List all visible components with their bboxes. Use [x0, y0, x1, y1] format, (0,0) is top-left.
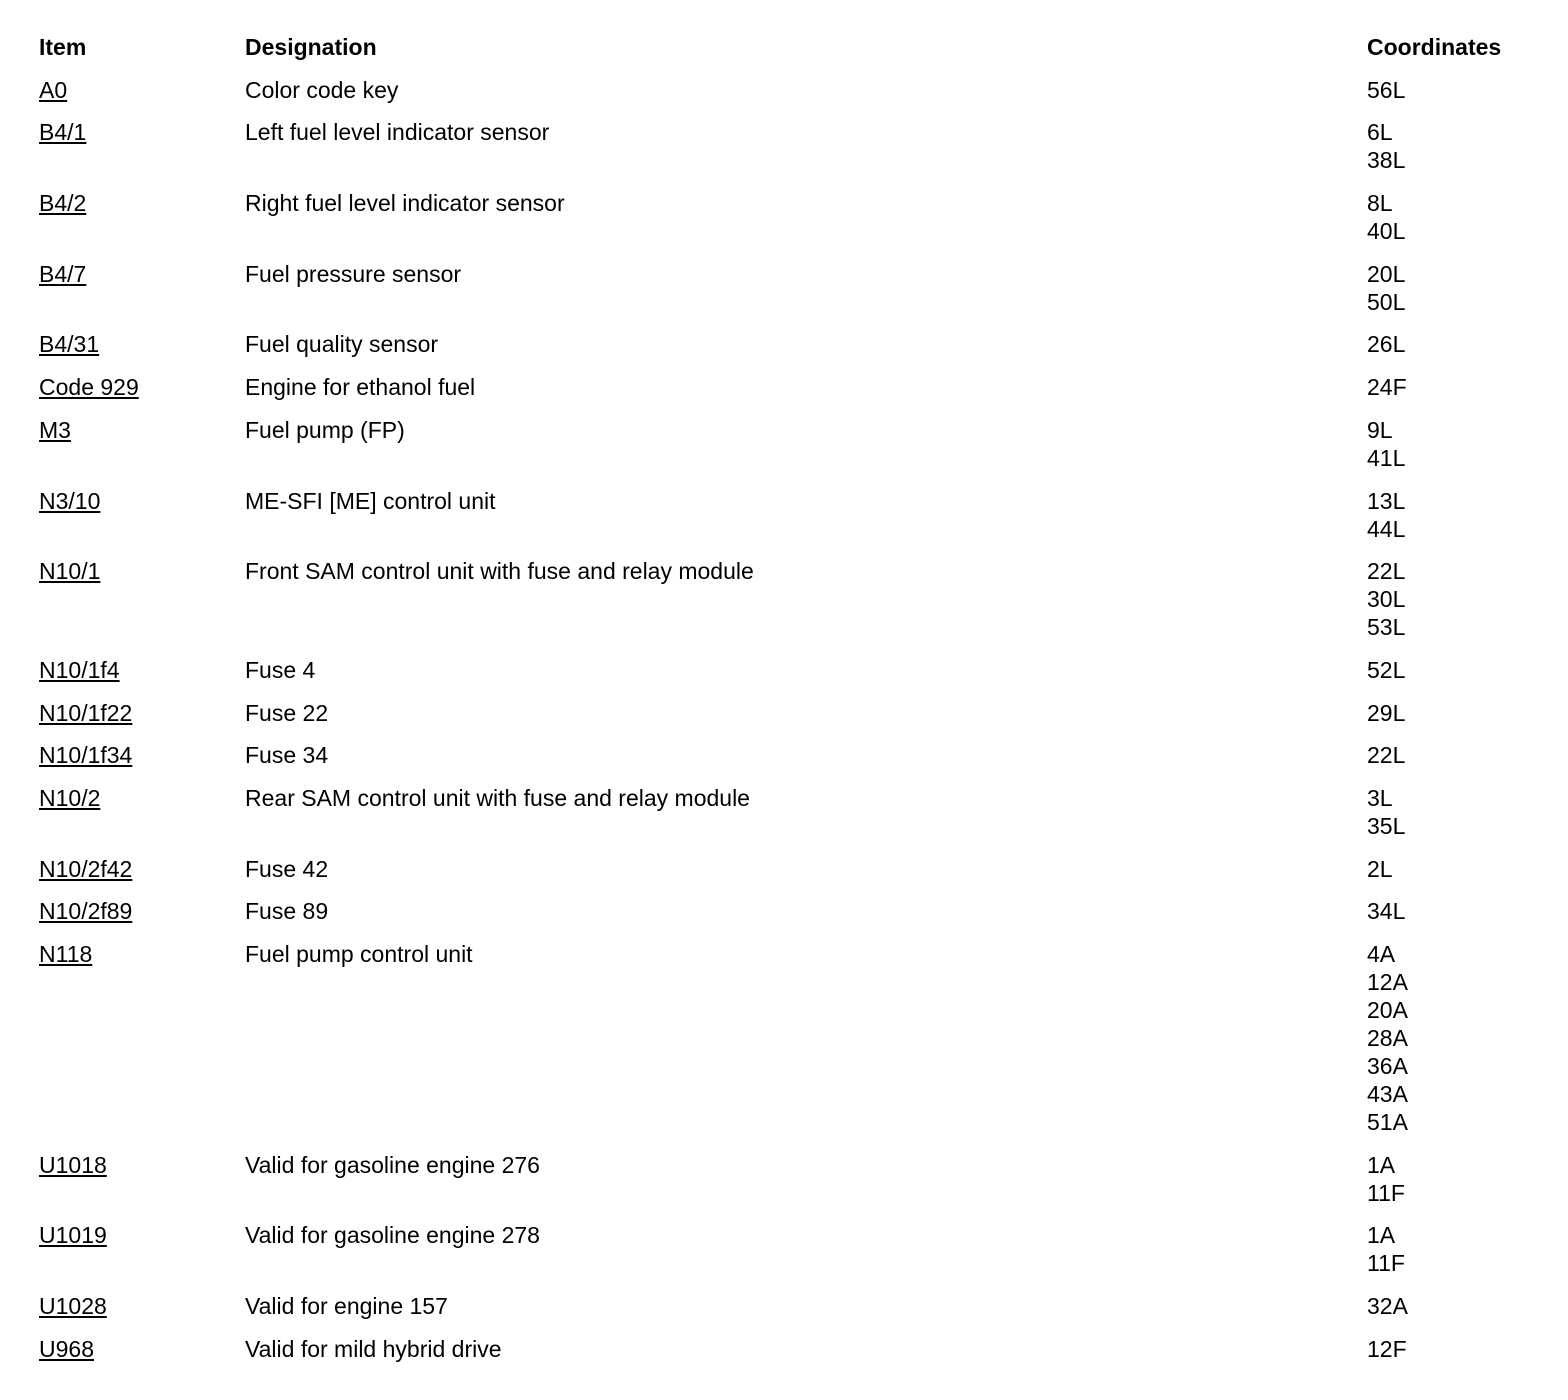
item-link[interactable]: N3/10 — [39, 487, 101, 514]
coordinates-cell — [1367, 656, 1539, 684]
coordinates-cell — [1367, 1221, 1539, 1277]
coordinates-cell — [1367, 373, 1539, 401]
table-row — [39, 373, 1539, 401]
coordinate-value: 22L — [1367, 558, 1406, 585]
coordinate-value: 41L — [1367, 444, 1406, 471]
item-cell — [39, 1335, 245, 1363]
designation-cell: Fuel pump control unit — [245, 941, 473, 967]
designation-cell: ME-SFI [ME] control unit — [245, 487, 496, 514]
table-row — [39, 1292, 1539, 1320]
coordinates-cell — [1367, 897, 1539, 925]
item-cell — [39, 118, 245, 146]
designation-cell: Fuse 34 — [245, 742, 329, 769]
table-row — [39, 741, 1539, 769]
designation-cell: Right fuel level indicator sensor — [245, 190, 565, 217]
item-cell — [39, 784, 245, 812]
table-row — [39, 1221, 1539, 1277]
designation-cell: Fuse 42 — [245, 855, 329, 882]
item-link[interactable]: U1018 — [39, 1151, 107, 1178]
item-cell — [39, 189, 245, 217]
coordinate-value: 43A — [1367, 1081, 1408, 1107]
coordinates-header: Coordinates — [1367, 34, 1502, 60]
coordinates-cell — [1367, 118, 1539, 174]
item-link[interactable]: A0 — [39, 76, 68, 103]
item-cell — [39, 416, 245, 444]
item-cell — [39, 1151, 245, 1179]
coordinate-value: 22L — [1367, 742, 1406, 769]
coordinates-cell — [1367, 699, 1539, 727]
item-cell — [39, 76, 245, 104]
coordinates-cell — [1367, 557, 1539, 641]
item-link[interactable]: U1028 — [39, 1293, 107, 1320]
item-link[interactable]: N10/2 — [39, 784, 101, 811]
table-row — [39, 557, 1539, 641]
designation-cell: Rear SAM control unit with fuse and relay module — [245, 784, 750, 811]
item-cell — [39, 855, 245, 883]
coordinates-cell — [1367, 784, 1539, 840]
coordinates-cell — [1367, 330, 1539, 358]
designation-cell: Fuse 22 — [245, 699, 329, 726]
coordinates-cell — [1367, 416, 1539, 472]
coordinate-value: 12F — [1367, 1335, 1407, 1362]
coordinate-value: 24F — [1367, 374, 1407, 401]
table-row — [39, 416, 1539, 472]
item-cell — [39, 1221, 245, 1249]
table-row — [39, 897, 1539, 925]
coordinates-cell — [1367, 855, 1539, 883]
coordinates-cell — [1367, 1151, 1539, 1207]
designation-cell: Fuse 4 — [245, 656, 316, 683]
table-body — [39, 76, 1539, 1363]
designation-cell: Engine for ethanol fuel — [245, 374, 476, 401]
item-link[interactable]: U968 — [39, 1335, 94, 1362]
coordinate-value: 36A — [1367, 1053, 1408, 1079]
legend-table — [39, 33, 1539, 1377]
table-row — [39, 330, 1539, 358]
coordinate-value: 51A — [1367, 1109, 1408, 1135]
coordinates-cell — [1367, 487, 1539, 543]
coordinate-value: 20A — [1367, 997, 1408, 1023]
coordinate-value: 20L — [1367, 260, 1406, 287]
coordinate-value: 4A — [1367, 941, 1396, 967]
coordinate-value: 2L — [1367, 855, 1393, 882]
table-row — [39, 656, 1539, 684]
designation-cell: Left fuel level indicator sensor — [245, 119, 550, 146]
coordinate-value: 6L — [1367, 119, 1393, 146]
item-link[interactable]: N10/2f42 — [39, 855, 133, 882]
item-link[interactable]: N10/1f4 — [39, 656, 120, 683]
item-cell — [39, 940, 245, 968]
coordinates-cell — [1367, 76, 1539, 104]
table-row — [39, 487, 1539, 543]
table-row — [39, 784, 1539, 840]
coordinate-value: 28A — [1367, 1025, 1408, 1051]
coordinate-value: 11F — [1367, 1179, 1405, 1206]
coordinate-value: 1A — [1367, 1222, 1396, 1249]
coordinate-value: 9L — [1367, 416, 1393, 443]
coordinate-value: 40L — [1367, 218, 1406, 245]
coordinate-value: 3L — [1367, 784, 1393, 811]
item-link[interactable]: Code 929 — [39, 374, 139, 401]
table-row — [39, 855, 1539, 883]
coordinate-value: 56L — [1367, 76, 1406, 103]
designation-header: Designation — [245, 34, 377, 60]
coordinate-value: 29L — [1367, 699, 1406, 726]
item-link[interactable]: N10/1 — [39, 558, 101, 585]
coordinate-value: 34L — [1367, 898, 1406, 925]
coordinate-value: 8L — [1367, 190, 1393, 217]
coordinates-cell — [1367, 1292, 1539, 1320]
coordinate-value: 1A — [1367, 1151, 1396, 1178]
item-cell — [39, 699, 245, 727]
coordinate-value: 11F — [1367, 1250, 1405, 1277]
item-cell — [39, 741, 245, 769]
coordinate-value: 30L — [1367, 586, 1406, 613]
table-row — [39, 1151, 1539, 1207]
item-link[interactable]: N10/2f89 — [39, 898, 133, 925]
item-cell — [39, 260, 245, 288]
coordinate-value: 12A — [1367, 969, 1408, 995]
table-row — [39, 260, 1539, 316]
item-link[interactable]: B4/2 — [39, 190, 87, 217]
coordinates-cell — [1367, 1335, 1539, 1363]
coordinate-value: 50L — [1367, 288, 1406, 315]
item-cell — [39, 373, 245, 401]
designation-cell: Valid for gasoline engine 278 — [245, 1222, 540, 1249]
coordinate-value: 38L — [1367, 147, 1406, 174]
designation-cell: Valid for engine 157 — [245, 1293, 448, 1320]
item-link[interactable]: B4/31 — [39, 331, 100, 358]
table-row — [39, 1335, 1539, 1363]
coordinate-value: 52L — [1367, 656, 1406, 683]
designation-cell: Fuel quality sensor — [245, 331, 439, 358]
item-cell — [39, 330, 245, 358]
designation-cell: Front SAM control unit with fuse and relay module — [245, 558, 754, 585]
designation-cell: Color code key — [245, 76, 399, 103]
item-link[interactable]: N118 — [39, 941, 93, 967]
designation-cell: Fuel pump (FP) — [245, 416, 405, 443]
item-cell — [39, 487, 245, 515]
designation-cell: Fuel pressure sensor — [245, 260, 462, 287]
item-link[interactable]: B4/1 — [39, 119, 87, 146]
designation-cell: Valid for gasoline engine 276 — [245, 1151, 540, 1178]
coordinate-value: 26L — [1367, 331, 1406, 358]
item-cell — [39, 557, 245, 585]
designation-cell: Fuse 89 — [245, 898, 329, 925]
coordinate-value: 32A — [1367, 1293, 1408, 1320]
item-cell — [39, 656, 245, 684]
coordinates-cell — [1367, 741, 1539, 769]
item-link[interactable]: N10/1f34 — [39, 742, 133, 769]
coordinate-value: 13L — [1367, 487, 1406, 514]
item-header: Item — [39, 34, 87, 60]
table-row — [39, 940, 1539, 1136]
table-row — [39, 699, 1539, 727]
coordinate-value: 35L — [1367, 812, 1406, 839]
table-row — [39, 118, 1539, 174]
item-cell — [39, 897, 245, 925]
designation-cell: Valid for mild hybrid drive — [245, 1335, 502, 1362]
coordinates-cell — [1367, 260, 1539, 316]
coordinate-value: 44L — [1367, 515, 1406, 542]
item-link[interactable]: M3 — [39, 416, 71, 443]
item-link[interactable]: N10/1f22 — [39, 699, 133, 726]
table-row — [39, 76, 1539, 104]
table-row — [39, 189, 1539, 245]
coordinates-cell — [1367, 940, 1539, 1136]
item-cell — [39, 1292, 245, 1320]
item-link[interactable]: B4/7 — [39, 260, 87, 287]
item-link[interactable]: U1019 — [39, 1222, 107, 1249]
header-row — [39, 33, 1539, 61]
coordinates-cell — [1367, 189, 1539, 245]
coordinate-value: 53L — [1367, 614, 1406, 641]
